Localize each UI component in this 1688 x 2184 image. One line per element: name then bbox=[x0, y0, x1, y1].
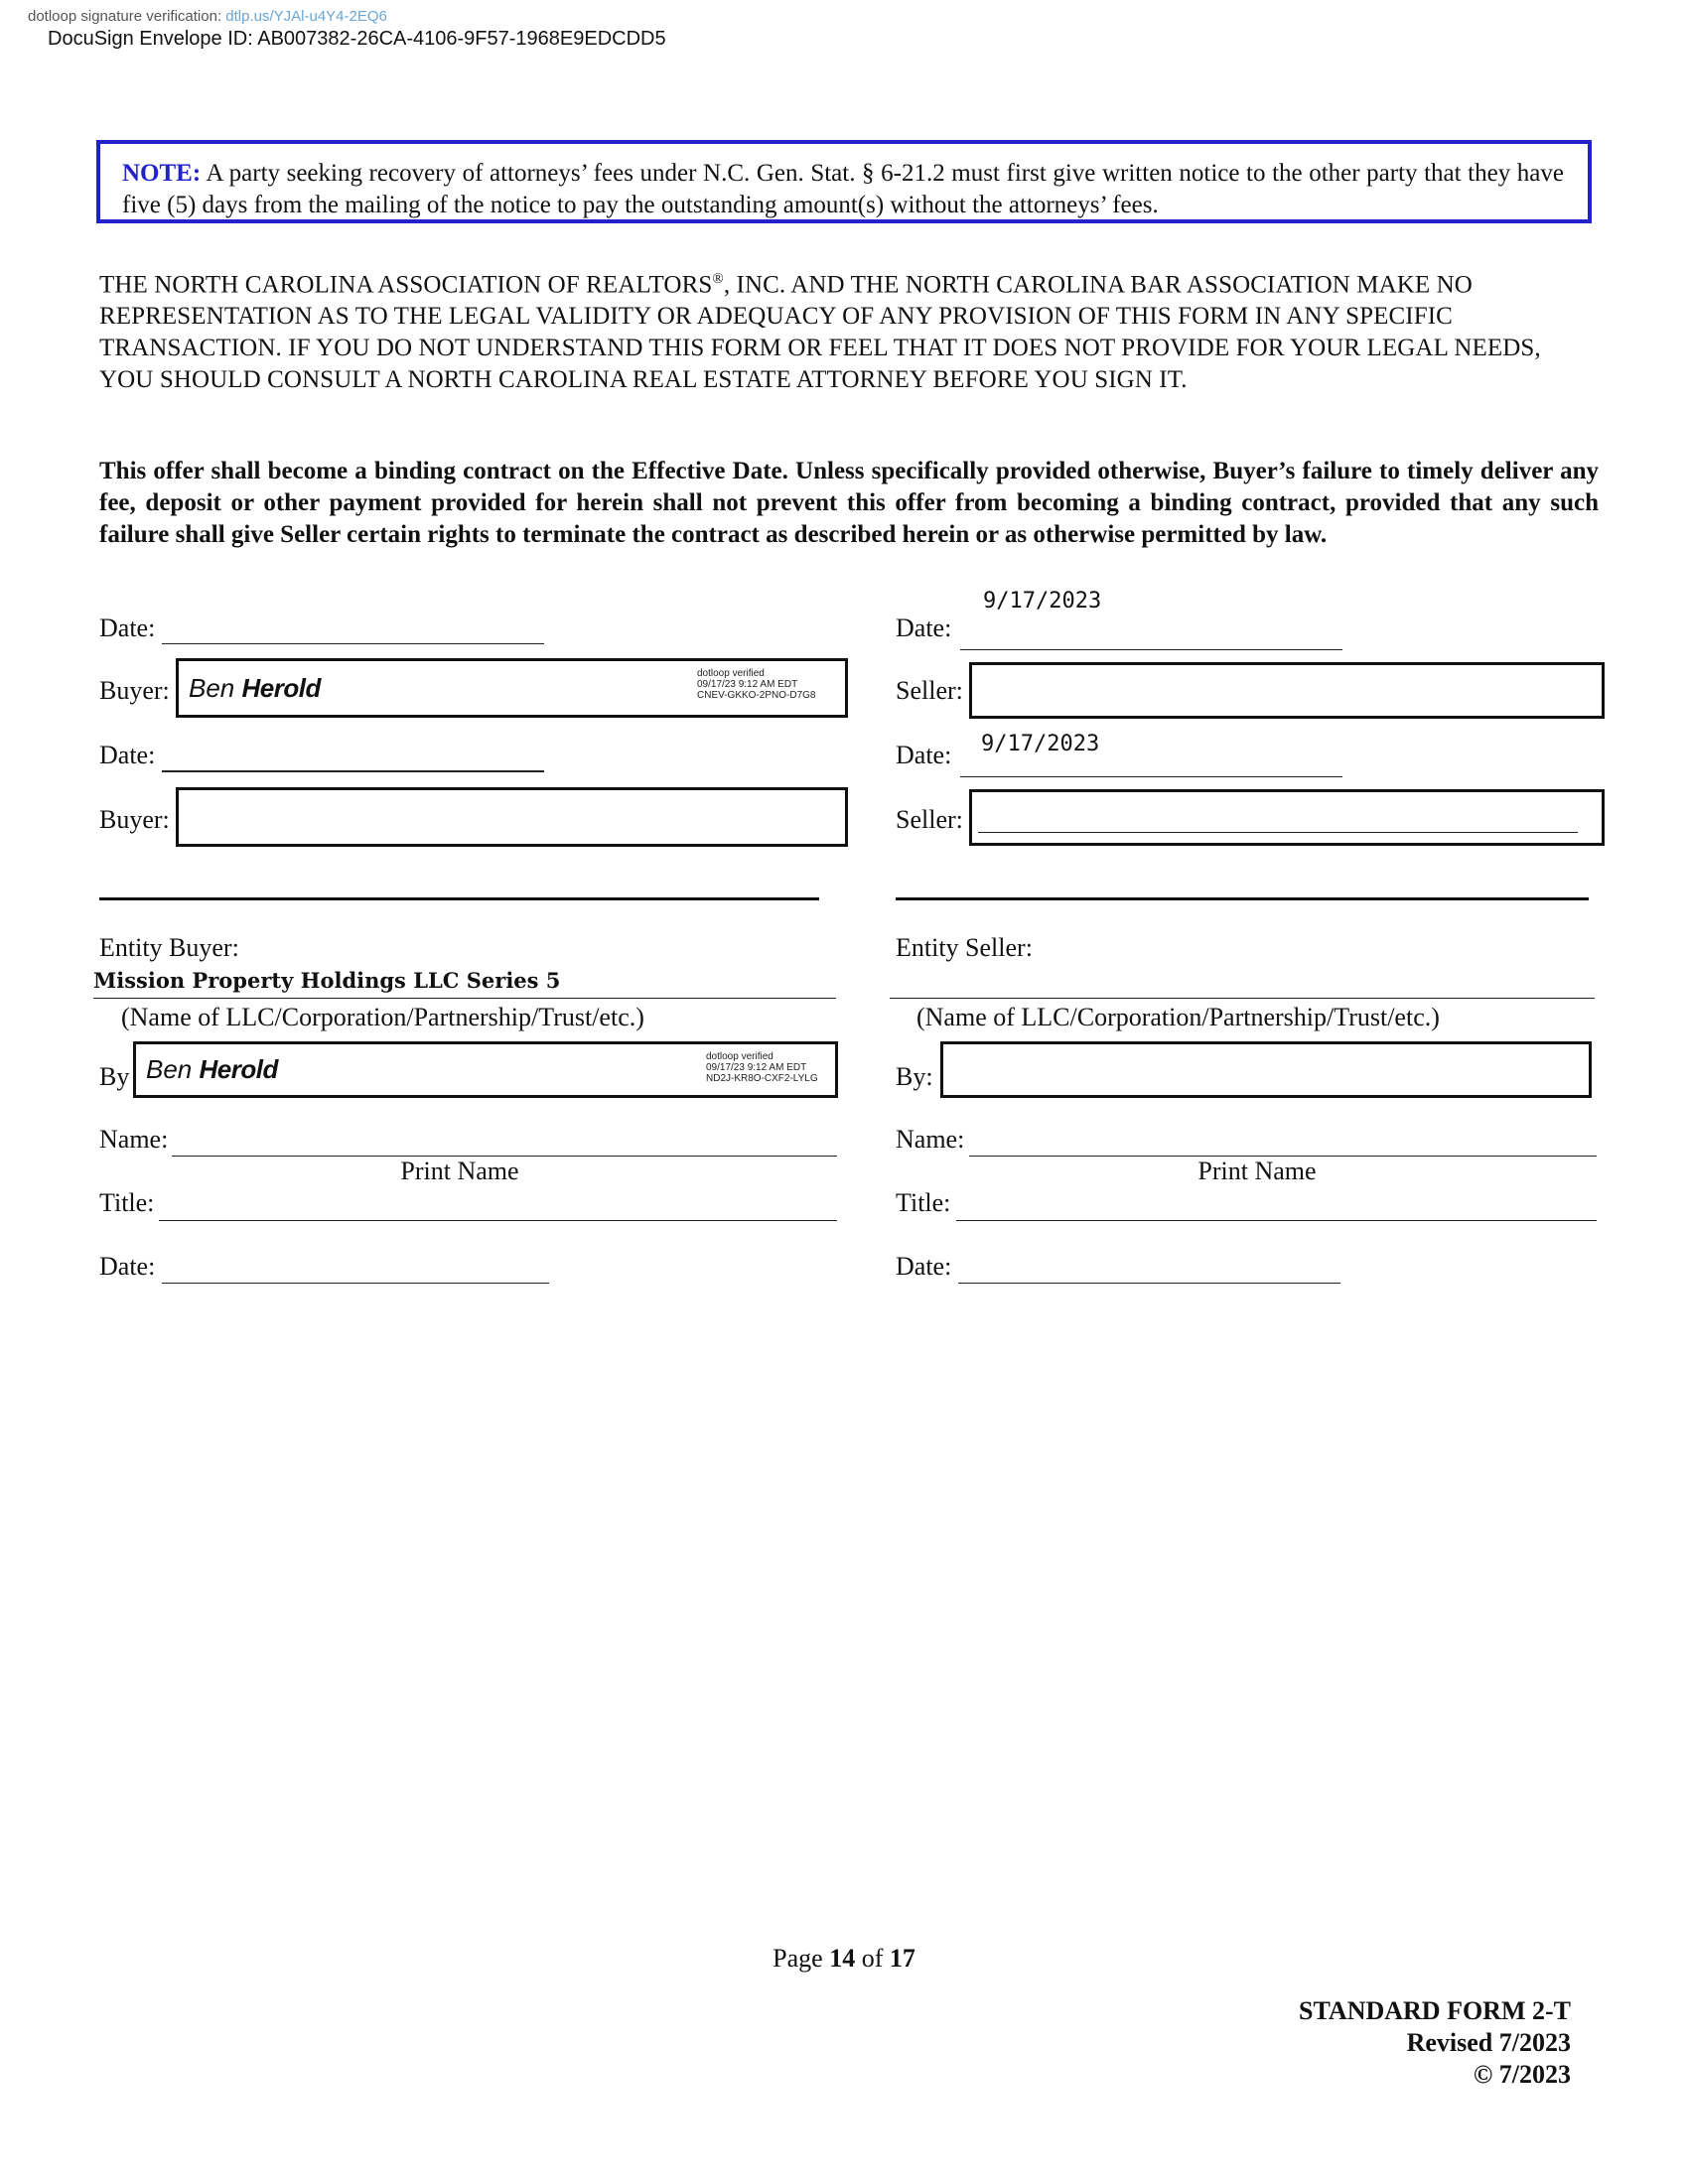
form-copyright: © 7/2023 bbox=[1473, 2060, 1571, 2089]
disclaimer bbox=[99, 263, 1599, 396]
entity-buyer-name-caption: (Name of LLC/Corporation/Partnership/Trust/etc.) bbox=[121, 1003, 644, 1031]
entity-seller-date-label: Date: bbox=[896, 1252, 952, 1281]
dotloop-label: dotloop signature verification: bbox=[28, 8, 222, 25]
seller1-date-field[interactable] bbox=[960, 649, 1342, 650]
buyer1-date-label: Date: bbox=[99, 614, 156, 642]
binding-paragraph: This offer shall become a binding contract on the Effective Date. Unless specifically provided otherwise, Buyer’s failure to timely deliver any fee, deposit or other payment provided for herein shall not prevent this offer from becoming a binding contract, provided that any such failure shall give Seller certain rights to terminate the contract as described herein or as otherwise permitted by law. bbox=[99, 458, 1599, 548]
note-box bbox=[96, 140, 1592, 223]
seller2-date-value: 9/17/2023 bbox=[981, 732, 1100, 756]
stamp-line1: dotloop verified bbox=[706, 1051, 774, 1062]
dotloop-link[interactable]: dtlp.us/YJAl-u4Y4-2EQ6 bbox=[225, 8, 387, 25]
dotloop-verification bbox=[28, 8, 387, 25]
seller2-date-label: Date: bbox=[896, 741, 952, 769]
buyer1-signature-box[interactable] bbox=[176, 658, 848, 718]
form-identifier bbox=[1299, 1995, 1571, 2091]
entity-seller-date-field[interactable] bbox=[958, 1283, 1340, 1284]
buyer1-dotloop-stamp bbox=[697, 668, 815, 701]
entity-buyer-name-field[interactable] bbox=[93, 998, 836, 999]
disclaimer-part2: , INC. AND THE NORTH CAROLINA BAR ASSOCIATION MAKE NO REPRESENTATION AS TO THE LEGAL VALIDITY OR ADEQUACY OF ANY PROVISION OF THIS FORM IN ANY SPECIFIC TRANSACTION. IF YOU DO NOT UNDERSTAND THIS FORM OR FEEL THAT IT DOES NOT PROVIDE FOR YOUR LEGAL NEEDS, YOU SHOULD CONSULT A NORTH CAROLINA REAL ESTATE ATTORNEY BEFORE YOU SIGN IT. bbox=[99, 271, 1541, 394]
buyer2-date-label: Date: bbox=[99, 741, 156, 769]
buyer2-date-field[interactable] bbox=[162, 770, 544, 772]
stamp-line2: 09/17/23 9:12 AM EDT bbox=[706, 1062, 807, 1073]
entity-seller-by-label: By: bbox=[896, 1062, 933, 1091]
seller2-signature-box[interactable] bbox=[969, 789, 1605, 846]
page-current: 14 bbox=[829, 1944, 856, 1973]
page-prefix: Page bbox=[773, 1944, 830, 1973]
entity-buyer-signature-box[interactable] bbox=[133, 1041, 838, 1098]
entity-buyer-dotloop-stamp bbox=[706, 1051, 818, 1084]
entity-buyer-date-field[interactable] bbox=[162, 1283, 549, 1284]
buyer1-signature bbox=[189, 673, 321, 704]
entity-buyer-by-label: By bbox=[99, 1062, 130, 1091]
seller2-label: Seller: bbox=[896, 805, 963, 834]
sig-last: Herold bbox=[241, 673, 321, 703]
form-name: STANDARD FORM 2-T bbox=[1299, 1996, 1571, 2025]
seller-separator bbox=[896, 897, 1589, 900]
buyer1-date-field[interactable] bbox=[162, 643, 544, 644]
stamp-line3: ND2J-KR8O-CXF2-LYLG bbox=[706, 1073, 818, 1084]
seller1-date-label: Date: bbox=[896, 614, 952, 642]
seller2-signature-line bbox=[978, 832, 1578, 833]
entity-seller-title-field[interactable] bbox=[956, 1220, 1597, 1221]
entity-buyer-signature bbox=[146, 1054, 278, 1085]
stamp-line1: dotloop verified bbox=[697, 668, 765, 679]
entity-buyer-name: Mission Property Holdings LLC Series 5 bbox=[93, 968, 561, 993]
envelope-id: DocuSign Envelope ID: AB007382-26CA-4106-9F57-1968E9EDCDD5 bbox=[48, 28, 666, 50]
entity-seller-signature-box[interactable] bbox=[940, 1041, 1592, 1098]
page-of: of bbox=[855, 1944, 890, 1973]
entity-buyer-title-field[interactable] bbox=[159, 1220, 837, 1221]
entity-seller-name-caption: (Name of LLC/Corporation/Partnership/Trust/etc.) bbox=[916, 1003, 1440, 1031]
stamp-line3: CNEV-GKKO-2PNO-D7G8 bbox=[697, 690, 816, 701]
seller1-signature-box[interactable] bbox=[969, 662, 1605, 719]
buyer-separator bbox=[99, 897, 819, 900]
seller1-label: Seller: bbox=[896, 676, 963, 705]
sig-first: Ben bbox=[189, 673, 235, 703]
entity-seller-title-label: Title: bbox=[896, 1188, 951, 1217]
entity-seller-name-field[interactable] bbox=[890, 998, 1595, 999]
entity-buyer-date-label: Date: bbox=[99, 1252, 156, 1281]
disclaimer-part1: THE NORTH CAROLINA ASSOCIATION OF REALTORS bbox=[99, 271, 713, 299]
entity-seller-name-label: Name: bbox=[896, 1125, 965, 1154]
note-label: NOTE: bbox=[122, 160, 202, 187]
form-revised: Revised 7/2023 bbox=[1406, 2028, 1571, 2057]
registered-mark: ® bbox=[712, 271, 724, 287]
entity-seller-print-name-caption: Print Name bbox=[1197, 1157, 1317, 1185]
entity-buyer-print-name-caption: Print Name bbox=[400, 1157, 519, 1185]
page-total: 17 bbox=[889, 1944, 915, 1973]
entity-seller-label: Entity Seller: bbox=[896, 933, 1033, 962]
buyer1-label: Buyer: bbox=[99, 676, 170, 705]
sig-first: Ben bbox=[146, 1054, 193, 1084]
seller2-date-field[interactable] bbox=[960, 776, 1342, 777]
stamp-line2: 09/17/23 9:12 AM EDT bbox=[697, 679, 798, 690]
seller1-date-value: 9/17/2023 bbox=[983, 589, 1102, 614]
entity-buyer-label: Entity Buyer: bbox=[99, 933, 239, 962]
buyer2-signature-box[interactable] bbox=[176, 787, 848, 847]
buyer2-label: Buyer: bbox=[99, 805, 170, 834]
entity-buyer-name-label: Name: bbox=[99, 1125, 169, 1154]
page-number bbox=[0, 1944, 1688, 1974]
note-text: A party seeking recovery of attorneys’ fees under N.C. Gen. Stat. § 6-21.2 must first give written notice to the other party that they have five (5) days from the mailing of the notice to pay the outstanding amount(s) without the attorneys’ fees. bbox=[122, 160, 1564, 218]
entity-buyer-title-label: Title: bbox=[99, 1188, 155, 1217]
sig-last: Herold bbox=[199, 1054, 278, 1084]
